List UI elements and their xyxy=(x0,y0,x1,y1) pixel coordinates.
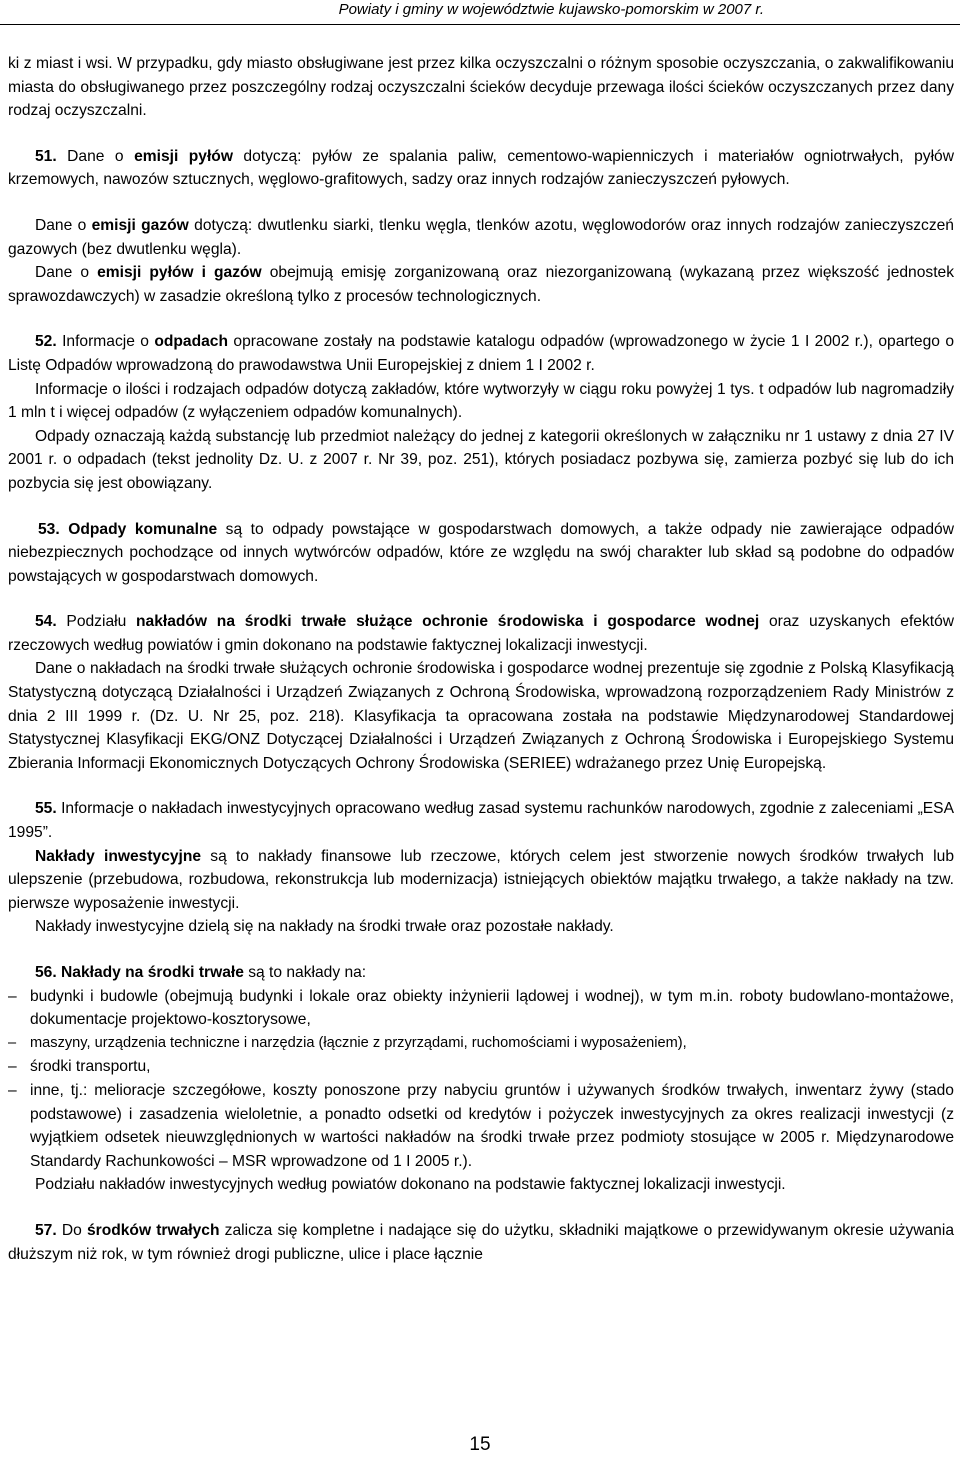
section-52-paragraph-1: 52. Informacje o odpadach opracowane zostały na podstawie katalogu odpadów (wprowadzonego w życie 1 I 2002 r.), opartego o Listę Odpadów wprowadzoną do prawodawstwa Unii Europejskiej z dniem 1 I 2002 r. xyxy=(8,333,954,374)
section-54-paragraph-1: 54. Podziału nakładów na środki trwałe służące ochronie środowiska i gospodarce wodnej oraz uzyskanych efektów rzeczowych według powiatów i gmin dokonano na podstawie faktycznej lokalizacji inwestycji. xyxy=(8,613,955,654)
page-number: 15 xyxy=(469,1434,491,1455)
section-56-paragraph-after: Podziału nakładów inwestycyjnych według powiatów dokonano na podstawie faktycznej lokalizacji inwestycji. xyxy=(35,1176,786,1194)
dash-bullet: – xyxy=(8,987,17,1005)
term-naklady-na-srodki-trwale: Nakłady na środki trwałe xyxy=(56,964,244,981)
dash-bullet: – xyxy=(8,1081,17,1099)
term-naklady-ochrona-srodowiska: nakładów na środki trwałe służące ochronie środowiska i gospodarce wodnej xyxy=(136,613,760,631)
section-51-paragraph-2: Dane o emisji gazów dotyczą: dwutlenku siarki, tlenku węgla, tlenków azotu, węglowodorów oraz innych rodzajów zanieczyszczeń gazowych (bez dwutlenku węgla). xyxy=(8,216,954,258)
term-emisji-pylow-i-gazow: emisji pyłów i gazów xyxy=(97,264,262,282)
section-55-paragraph-2: Nakłady inwestycyjne są to nakłady finansowe lub rzeczowe, których celem jest stworzenie nowych środków trwałych lub ulepszenie (przebudowa, rozbudowa, rekonstrukcja lub modernizacja) istniejących obiektów majątku trwałego, a także nakłady na tzw. pierwsze wyposażenie inwestycji. xyxy=(8,847,954,912)
section-number: 56. xyxy=(35,964,57,981)
section-53-paragraph: 53. Odpady komunalne są to odpady powstające w gospodarstwach domowych, a także odpady nie zawierające odpadów niebezpiecznych pochodzące od innych wytwórców odpadów, które ze względu na swój charakter lub skład są podobne do odpadów powstających w gospodarstwach domowych. xyxy=(8,520,954,585)
term-emisji-gazow: emisji gazów xyxy=(91,216,189,234)
section-52-paragraph-3: Odpady oznaczają każdą substancję lub przedmiot należący do jednej z kategorii określonych w załączniku nr 1 ustawy z dnia 27 IV 2001 r. o odpadach (tekst jednolity Dz. U. z 2007 r. Nr 39, poz. 251), których posiadacz pozbywa się, zamierza pozbyć się lub do ich pozbycia się jest obowiązany. xyxy=(8,427,954,492)
header-title: Powiaty i gminy w województwie kujawsko-pomorskim w 2007 r. xyxy=(338,1,764,18)
term-emisji-pylow: emisji pyłów xyxy=(134,147,233,165)
section-56-heading: 56. Nakłady na środki trwałe są to nakłady na: xyxy=(35,964,367,981)
section-number: 53. xyxy=(38,520,60,538)
section-52-paragraph-2: Informacje o ilości i rodzajach odpadów dotyczą zakładów, które wytworzyły w ciągu roku powyżej 1 tys. t odpadów lub nagromadziły 1 mln t i więcej odpadów (z wyłączeniem odpadów komunalnych). xyxy=(8,380,954,422)
section-number: 55. xyxy=(35,800,57,818)
list-item: – budynki i budowle (obejmują budynki i lokale oraz obiekty inżynierii lądowej i wodnej), w tym m.in. roboty budowlano-montażowe, dokumentacje projektowo-kosztorysowe, xyxy=(8,985,954,1032)
section-57-paragraph: 57. Do środków trwałych zalicza się kompletne i nadające się do użytku, składniki majątkowe o przewidywanym okresie używania dłuższym niż rok, w tym również drogi publiczne, ulice i place łącznie xyxy=(8,1221,954,1263)
section-55-paragraph-1: 55. Informacje o nakładach inwestycyjnych opracowano według zasad systemu rachunków narodowych, zgodnie z zaleceniami „ESA 1995”. xyxy=(8,800,954,842)
section-51-paragraph-3: Dane o emisji pyłów i gazów obejmują emisję zorganizowaną oraz niezorganizowaną (wykazaną przez większość jednostek sprawozdawczych) w zasadzie określoną tylko z procesów technologicznych. xyxy=(8,264,954,305)
section-55-paragraph-3: Nakłady inwestycyjne dzielą się na nakłady na środki trwałe oraz pozostałe nakłady. xyxy=(35,918,614,936)
list-item: – środki transportu, xyxy=(8,1055,954,1079)
term-naklady-inwestycyjne: Nakłady inwestycyjne xyxy=(35,847,202,865)
term-odpadach: odpadach xyxy=(154,333,229,351)
section-number: 57. xyxy=(35,1221,57,1239)
list-item: – inne, tj.: melioracje szczegółowe, koszty ponoszone przy nabyciu gruntów i używanych środków trwałych, inwentarz żywy (stado podstawowe) i zasadzenia wieloletnie, a ponadto odsetki od kredytów i pożyczek inwestycyjnych za okres realizacji inwestycji (z wyjątkiem odsetek nieuwzględnionych w wartości nakładów na środki trwałe przez podmioty stosujące w 2005 r. Międzynarodowe Standardy Rachunkowości – MSR wprowadzone od 1 I 2005 r.). xyxy=(8,1079,954,1173)
dash-bullet: – xyxy=(8,1034,17,1051)
dash-bullet: – xyxy=(8,1058,17,1076)
list-item: – maszyny, urządzenia techniczne i narzędzia (łącznie z przyrządami, ruchomościami i wyposażeniem), xyxy=(8,1032,954,1056)
term-srodkow-trwalych: środków trwałych xyxy=(86,1221,220,1239)
section-number: 54. xyxy=(35,613,57,631)
section-number: 51. xyxy=(35,147,57,165)
term-odpady-komunalne: Odpady komunalne xyxy=(68,520,218,538)
section-54-paragraph-2: Dane o nakładach na środki trwałe służących ochronie środowiska i gospodarce wodnej prezentuje się zgodnie z Polską Klasyfikacją Statystyczną dotyczącą Działalności i Urządzeń Związanych z Ochroną Środowiska, wprowadzoną rozporządzeniem Rady Ministrów z dnia 2 III 1999 r. (Dz. U. Nr 25, poz. 218). Klasyfikacja ta opracowana została na podstawie Międzynarodowej Standardowej Statystycznej Klasyfikacji EKG/ONZ Dotyczącej Działalności i Urządzeń Związanych z Ochroną Środowiska i Europejskiego Systemu Zbierania Informacji Ekonomicznych Dotyczących Ochrony Środowiska (SERIEE) wdrażanego przez Unię Europejską. xyxy=(8,660,954,772)
section-56-list xyxy=(8,985,954,1174)
section-number: 52. xyxy=(35,333,57,351)
page-content xyxy=(8,52,954,1266)
section-51-paragraph-1: 51. Dane o emisji pyłów dotyczą: pyłów ze spalania paliw, cementowo-wapienniczych i materiałów ogniotrwałych, pyłów krzemowych, nawozów sztucznych, węglowo-grafitowych, sadzy oraz innych rodzajów zanieczyszczeń pyłowych. xyxy=(8,147,954,189)
paragraph-continuation: ki z miast i wsi. W przypadku, gdy miasto obsługiwane jest przez kilka oczyszczalni o różnym sposobie oczyszczania, o zakwalifikowaniu miasta do obsługiwanego przez poszczególny rodzaj oczyszczalni ścieków decyduje przewaga ilości ścieków oczyszczanych przez dany rodzaj oczyszczalni. xyxy=(8,55,954,120)
page-header xyxy=(0,0,960,25)
